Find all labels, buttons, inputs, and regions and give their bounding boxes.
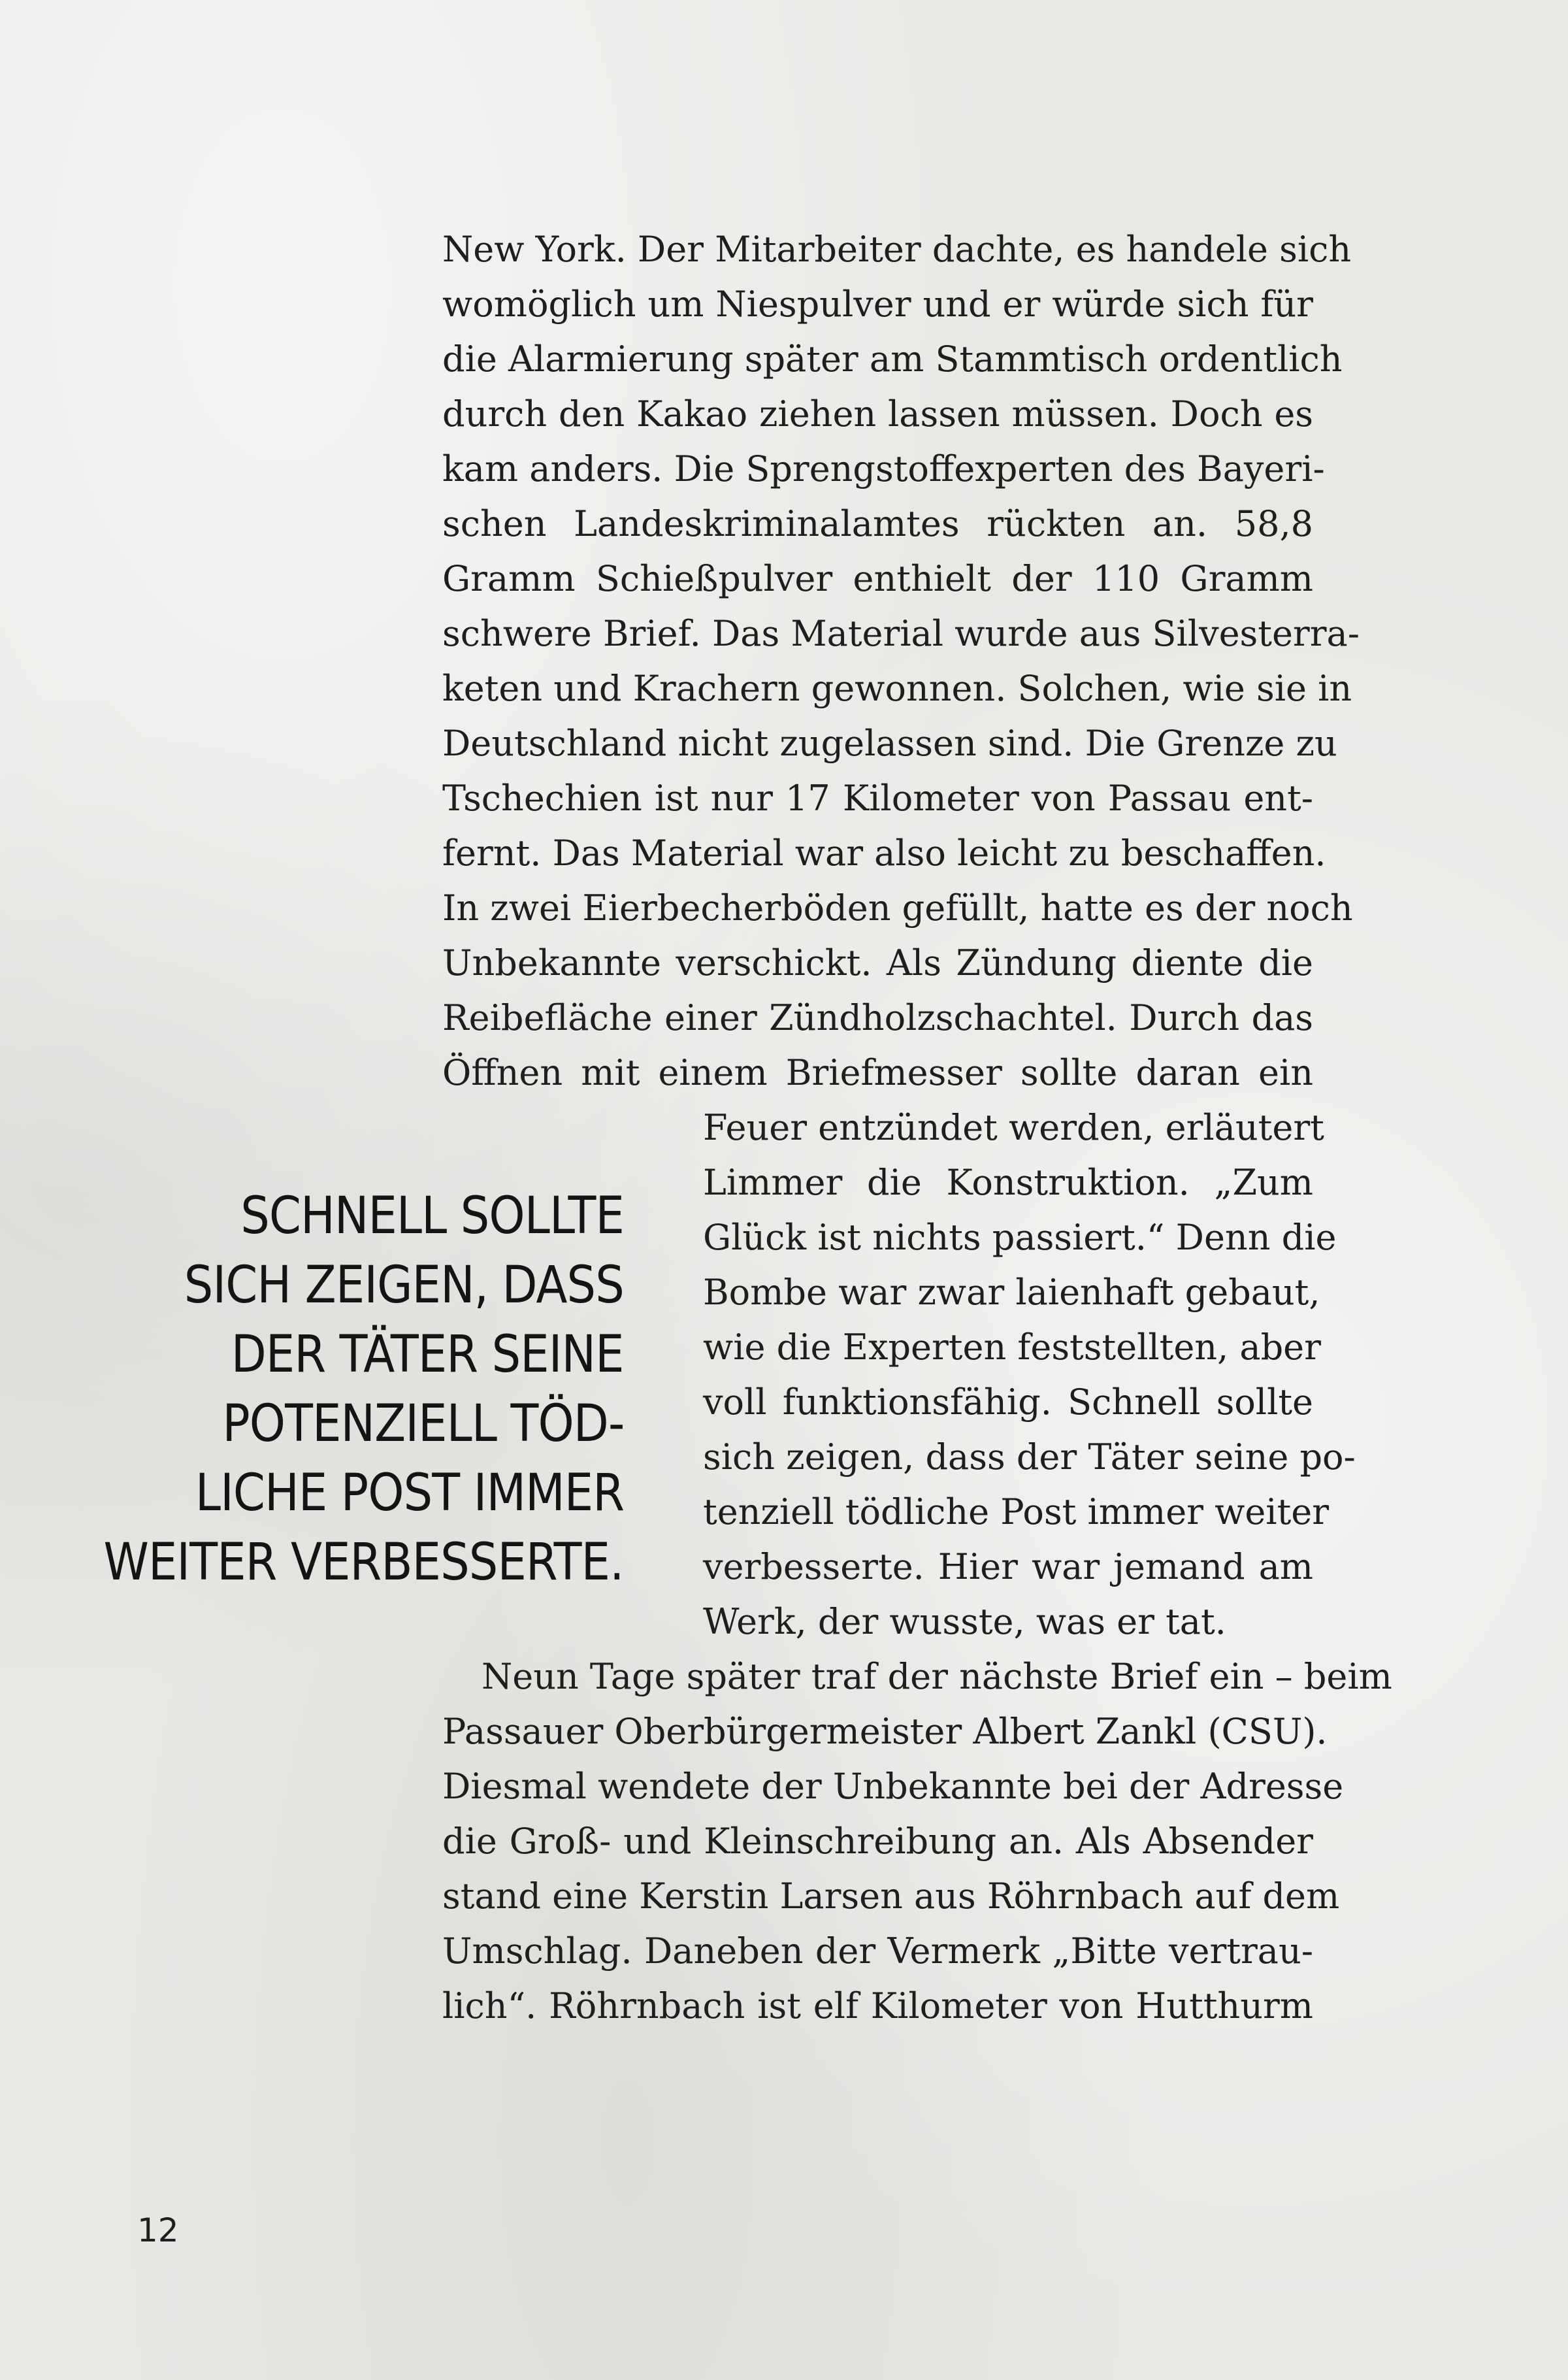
body-line: schen Landeskriminalamtes rückten an. 58,8 [442,503,1313,544]
pull-quote-line: WEITER VERBESSERTE. [103,1533,624,1592]
body-line: Glück ist nichts passiert.“ Denn die [703,1217,1337,1258]
body-line: New York. Der Mitarbeiter dachte, es handele sich [442,229,1352,270]
body-line: keten und Krachern gewonnen. Solchen, wie sie in [442,668,1352,709]
pull-quote-line: POTENZIELL TÖD- [221,1395,624,1453]
body-line: Bombe war zwar laienhaft gebaut, [703,1272,1320,1313]
body-line: schwere Brief. Das Material wurde aus Silvesterra- [442,613,1360,654]
body-line: sich zeigen, dass der Täter seine po- [703,1436,1356,1478]
body-line: fernt. Das Material war also leicht zu beschaffen. [442,833,1326,874]
body-line: kam anders. Die Sprengstoffexperten des Bayeri- [442,448,1325,489]
page-number: 12 [137,2211,179,2249]
pull-quote-line: SCHNELL SOLLTE [240,1187,624,1246]
body-line: In zwei Eierbecherböden gefüllt, hatte es der noch [442,887,1353,929]
body-line: Neun Tage später traf der nächste Brief ein – beim [482,1656,1392,1697]
body-line: lich“. Röhrnbach ist elf Kilometer von Hutthurm [442,1985,1313,2026]
body-line: die Alarmierung später am Stammtisch ordentlich [442,339,1343,380]
body-line: Feuer entzündet werden, erläutert [703,1107,1324,1148]
body-line: Diesmal wendete der Unbekannte bei der Adresse [442,1766,1344,1807]
body-line: Passauer Oberbürgermeister Albert Zankl (CSU). [442,1711,1328,1752]
body-line: stand eine Kerstin Larsen aus Röhrnbach auf dem [442,1876,1340,1917]
body-line: Tschechien ist nur 17 Kilometer von Passau ent- [442,778,1313,819]
body-line: womöglich um Niespulver und er würde sich für [442,284,1313,325]
pull-quote-line: SICH ZEIGEN, DASS [184,1256,624,1315]
pull-quote-line: DER TÄTER SEINE [231,1325,624,1384]
body-line: Deutschland nicht zugelassen sind. Die Grenze zu [442,723,1337,764]
body-line: Öffnen mit einem Briefmesser sollte daran ein [442,1052,1313,1093]
body-line: verbesserte. Hier war jemand am [703,1546,1313,1587]
body-line: Limmer die Konstruktion. „Zum [703,1162,1313,1203]
body-line: voll funktionsfähig. Schnell sollte [703,1381,1313,1423]
body-line: Werk, der wusste, was er tat. [703,1601,1226,1642]
body-line: die Groß- und Kleinschreibung an. Als Absender [442,1821,1313,1862]
body-line: Umschlag. Daneben der Vermerk „Bitte vertrau- [442,1930,1313,1972]
body-line: durch den Kakao ziehen lassen müssen. Doch es [442,393,1313,435]
pull-quote-line: LICHE POST IMMER [195,1464,624,1523]
body-line: wie die Experten feststellten, aber [703,1327,1321,1368]
body-line: tenziell tödliche Post immer weiter [703,1491,1330,1532]
body-line: Unbekannte verschickt. Als Zündung diente die [442,942,1313,983]
body-line: Gramm Schießpulver enthielt der 110 Gramm [442,558,1313,599]
body-line: Reibefläche einer Zündholzschachtel. Durch das [442,997,1313,1038]
